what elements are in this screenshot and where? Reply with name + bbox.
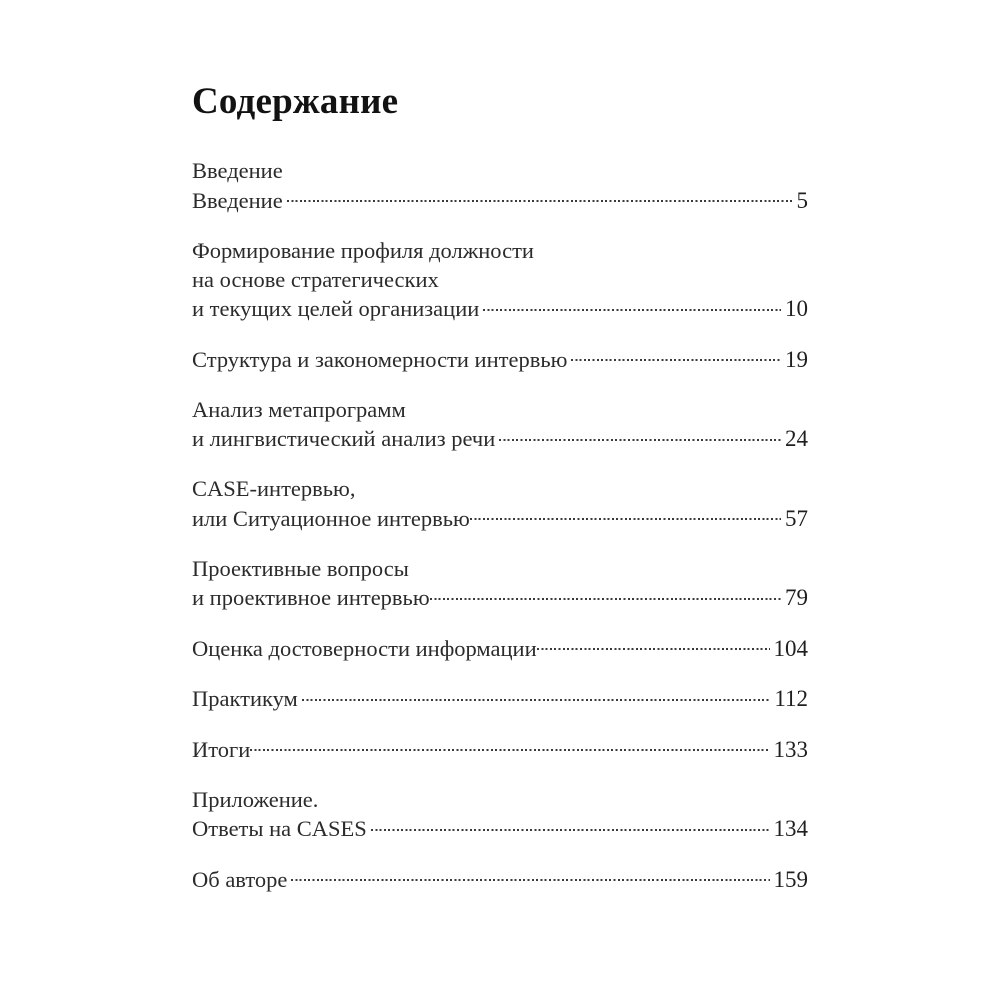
toc-page-number: 5 [796,187,808,213]
toc-page-number: 79 [785,585,808,610]
toc-entry-final-line[interactable] [192,294,808,325]
toc-entry-final-line[interactable] [192,583,808,614]
toc-entry-title: Практикум [192,686,298,711]
toc-entry-line: на основе стратегических [192,266,439,292]
toc-page-number: 112 [774,686,808,711]
dot-leader [537,633,770,656]
toc-entry[interactable] [192,864,808,895]
toc-entry-title: Итоги [192,736,251,762]
toc-entry-title: Об авторе [192,866,288,892]
toc-entry[interactable] [192,633,808,664]
toc-entry-line: Проективные вопросы [192,555,409,581]
dot-leader [470,503,781,526]
toc-page-number: 19 [785,346,808,372]
toc-entry[interactable] [192,344,808,375]
dot-leader [499,424,781,447]
toc-entry-final-line[interactable] [192,814,808,845]
dot-leader [291,864,769,887]
toc-entry-final-line[interactable] [192,344,808,375]
dot-leader [302,684,771,707]
toc-entry-final-line[interactable] [192,734,808,765]
toc-entry[interactable] [192,734,808,765]
toc-entry-title: Введение [192,187,283,213]
toc-entry[interactable] [192,554,808,614]
dot-leader [250,734,769,757]
dot-leader [430,583,781,606]
toc-entry[interactable] [192,395,808,455]
toc-entry-line: Анализ метапрограмм [192,396,406,422]
toc-page-number: 10 [785,296,808,321]
toc-entry-line: Формирование профиля должности [192,237,534,263]
toc-entry-final-line[interactable] [192,424,808,455]
toc-page-number: 57 [785,505,808,531]
page-title: Содержание [192,81,399,122]
toc-page-number: 159 [773,866,808,892]
toc-entry[interactable] [192,785,808,845]
toc-entry-title: и проективное интервью [192,585,430,610]
toc-entry-line: Приложение. [192,786,319,812]
toc-entry-title: или Ситуационное интервью [192,505,470,531]
toc-entry-title: и лингвистический анализ речи [192,426,496,451]
dot-leader [371,814,770,837]
toc-entry[interactable] [192,236,808,325]
toc-entry[interactable] [192,156,808,216]
toc-entry-title: Оценка достоверности информации [192,635,537,661]
toc-page-number: 24 [785,426,808,451]
dot-leader [287,185,793,208]
toc-entry-title: и текущих целей организации [192,296,480,321]
toc-entry[interactable] [192,474,808,534]
toc-entry-final-line[interactable] [192,684,808,715]
toc-entry-title: Структура и закономерности интервью [192,346,568,372]
toc-page-number: 133 [773,736,808,762]
dot-leader [571,344,781,367]
toc-entry-final-line[interactable] [192,185,808,216]
toc-entry-line: CASE-интервью, [192,476,356,501]
toc-entry-list [192,156,808,895]
toc-entry-final-line[interactable] [192,503,808,534]
toc-entry-line: Введение [192,158,283,183]
toc-entry[interactable] [192,684,808,715]
toc-entry-final-line[interactable] [192,633,808,664]
toc-entry-final-line[interactable] [192,864,808,895]
toc-page-number: 134 [773,816,808,841]
toc-page-number: 104 [773,635,808,661]
toc-entry-title: Ответы на CASES [192,816,367,841]
dot-leader [483,294,781,317]
